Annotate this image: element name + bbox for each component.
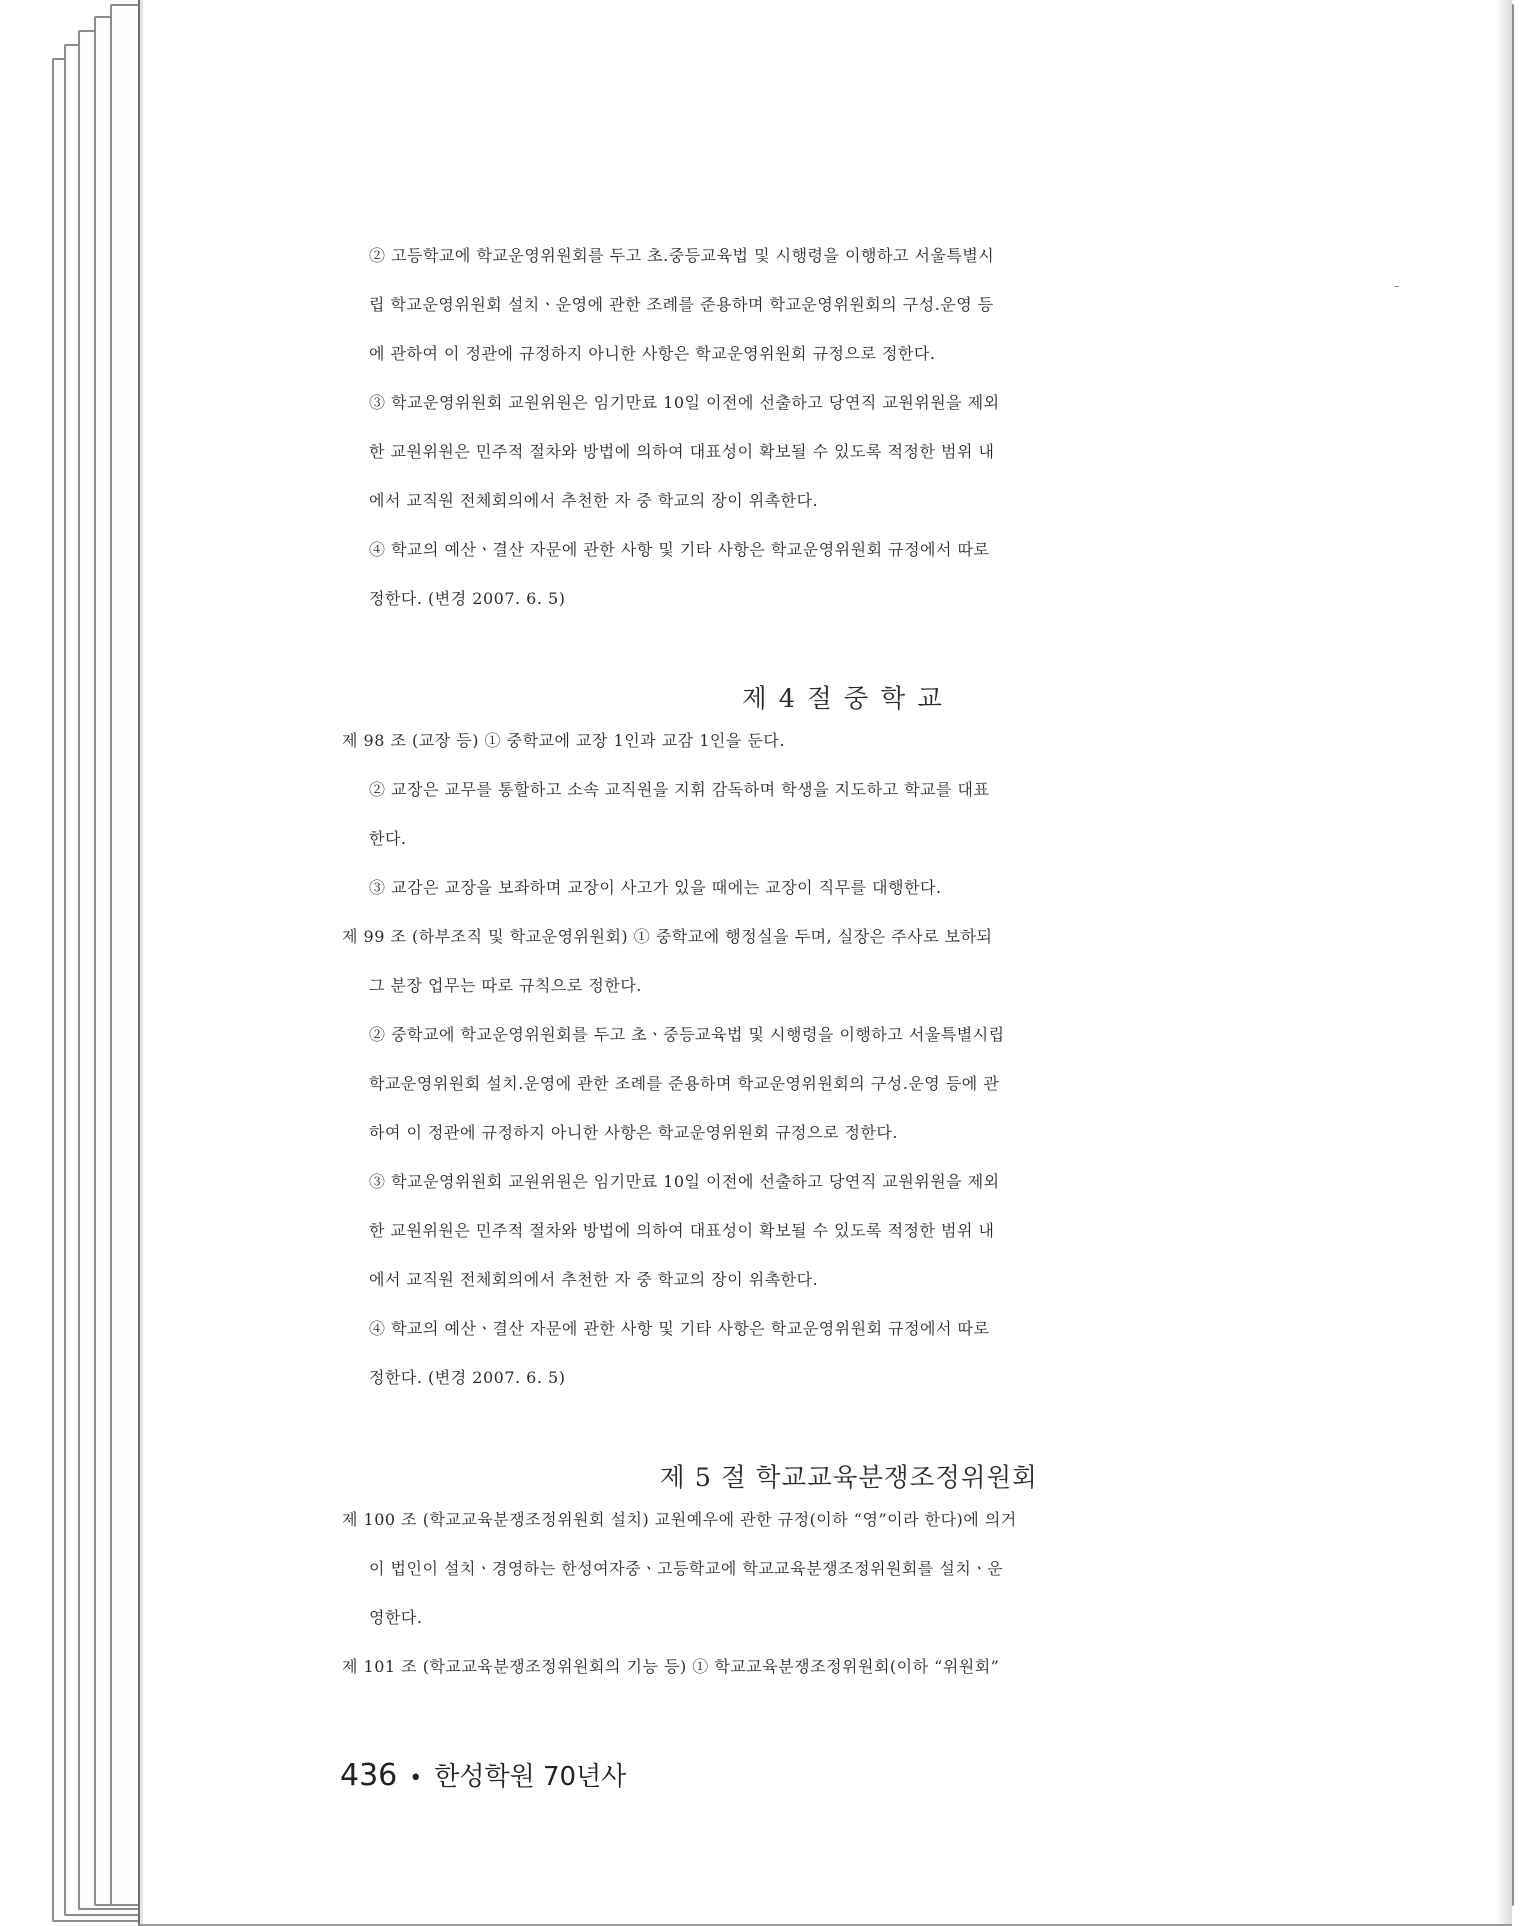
text-line: 립 학교운영위원회 설치ㆍ운영에 관한 조례를 준용하며 학교운영위원회의 구성.운영 등 — [369, 295, 994, 314]
text-line: ② 교장은 교무를 통할하고 소속 교직원을 지휘 감독하며 학생을 지도하고 학교를 대표 — [369, 780, 990, 799]
text-line: 한 교원위원은 민주적 절차와 방법에 의하여 대표성이 확보될 수 있도록 적정한 범위 내 — [369, 442, 995, 461]
footer-separator: • — [409, 1766, 423, 1791]
section-heading: 제 4 절 중 학 교 — [742, 684, 944, 714]
article-line: 제 101 조 (학교교육분쟁조정위원회의 기능 등) ① 학교교육분쟁조정위원회(이하 “위원회” — [342, 1657, 1000, 1676]
page-number: 436 — [340, 1758, 398, 1793]
text-line: ③ 학교운영위원회 교원위원은 임기만료 10일 이전에 선출하고 당연직 교원위원을 제외 — [369, 1172, 1000, 1191]
text-line: ② 중학교에 학교운영위원회를 두고 초ㆍ중등교육법 및 시행령을 이행하고 서울특별시립 — [369, 1025, 1005, 1044]
page-fold-shadow — [1496, 0, 1512, 1924]
text-line: 학교운영위원회 설치.운영에 관한 조례를 준용하며 학교운영위원회의 구성.운영 등에 관 — [369, 1074, 1000, 1093]
article-line: 제 98 조 (교장 등) ① 중학교에 교장 1인과 교감 1인을 둔다. — [342, 731, 785, 750]
book-title: 한성학원 70년사 — [434, 1762, 627, 1792]
margin-mark — [1395, 286, 1399, 287]
section-heading: 제 5 절 학교교육분쟁조정위원회 — [660, 1463, 1038, 1493]
text-line: ③ 학교운영위원회 교원위원은 임기만료 10일 이전에 선출하고 당연직 교원위원을 제외 — [369, 393, 1000, 412]
text-line: 에서 교직원 전체회의에서 추천한 자 중 학교의 장이 위촉한다. — [369, 1270, 819, 1289]
text-line: ② 고등학교에 학교운영위원회를 두고 초.중등교육법 및 시행령을 이행하고 서울특별시 — [369, 246, 995, 265]
text-line: 한다. — [369, 829, 407, 848]
text-line: 정한다. (변경 2007. 6. 5) — [369, 1368, 566, 1387]
text-line: 이 법인이 설치ㆍ경영하는 한성여자중ㆍ고등학교에 학교교육분쟁조정위원회를 설치ㆍ운 — [369, 1559, 1004, 1578]
text-line: 한 교원위원은 민주적 절차와 방법에 의하여 대표성이 확보될 수 있도록 적정한 범위 내 — [369, 1221, 995, 1240]
article-line: 제 99 조 (하부조직 및 학교운영위원회) ① 중학교에 행정실을 두며, 실장은 주사로 보하되 — [342, 927, 993, 946]
text-line: ④ 학교의 예산ㆍ결산 자문에 관한 사항 및 기타 사항은 학교운영위원회 규정에서 따로 — [369, 540, 990, 559]
text-line: 정한다. (변경 2007. 6. 5) — [369, 589, 566, 608]
text-line: 하여 이 정관에 규정하지 아니한 사항은 학교운영위원회 규정으로 정한다. — [369, 1123, 898, 1142]
text-line: 그 분장 업무는 따로 규칙으로 정한다. — [369, 976, 642, 995]
text-line: 영한다. — [369, 1608, 423, 1627]
text-line: 에 관하여 이 정관에 규정하지 아니한 사항은 학교운영위원회 규정으로 정한다. — [369, 344, 936, 363]
page-footer — [340, 1756, 626, 1793]
article-line: 제 100 조 (학교교육분쟁조정위원회 설치) 교원예우에 관한 규정(이하 “영”이라 한다)에 의거 — [342, 1510, 1017, 1529]
book-page — [138, 0, 1512, 1926]
text-line: ④ 학교의 예산ㆍ결산 자문에 관한 사항 및 기타 사항은 학교운영위원회 규정에서 따로 — [369, 1319, 990, 1338]
text-line: 에서 교직원 전체회의에서 추천한 자 중 학교의 장이 위촉한다. — [369, 491, 819, 510]
text-line: ③ 교감은 교장을 보좌하며 교장이 사고가 있을 때에는 교장이 직무를 대행한다. — [369, 878, 942, 897]
